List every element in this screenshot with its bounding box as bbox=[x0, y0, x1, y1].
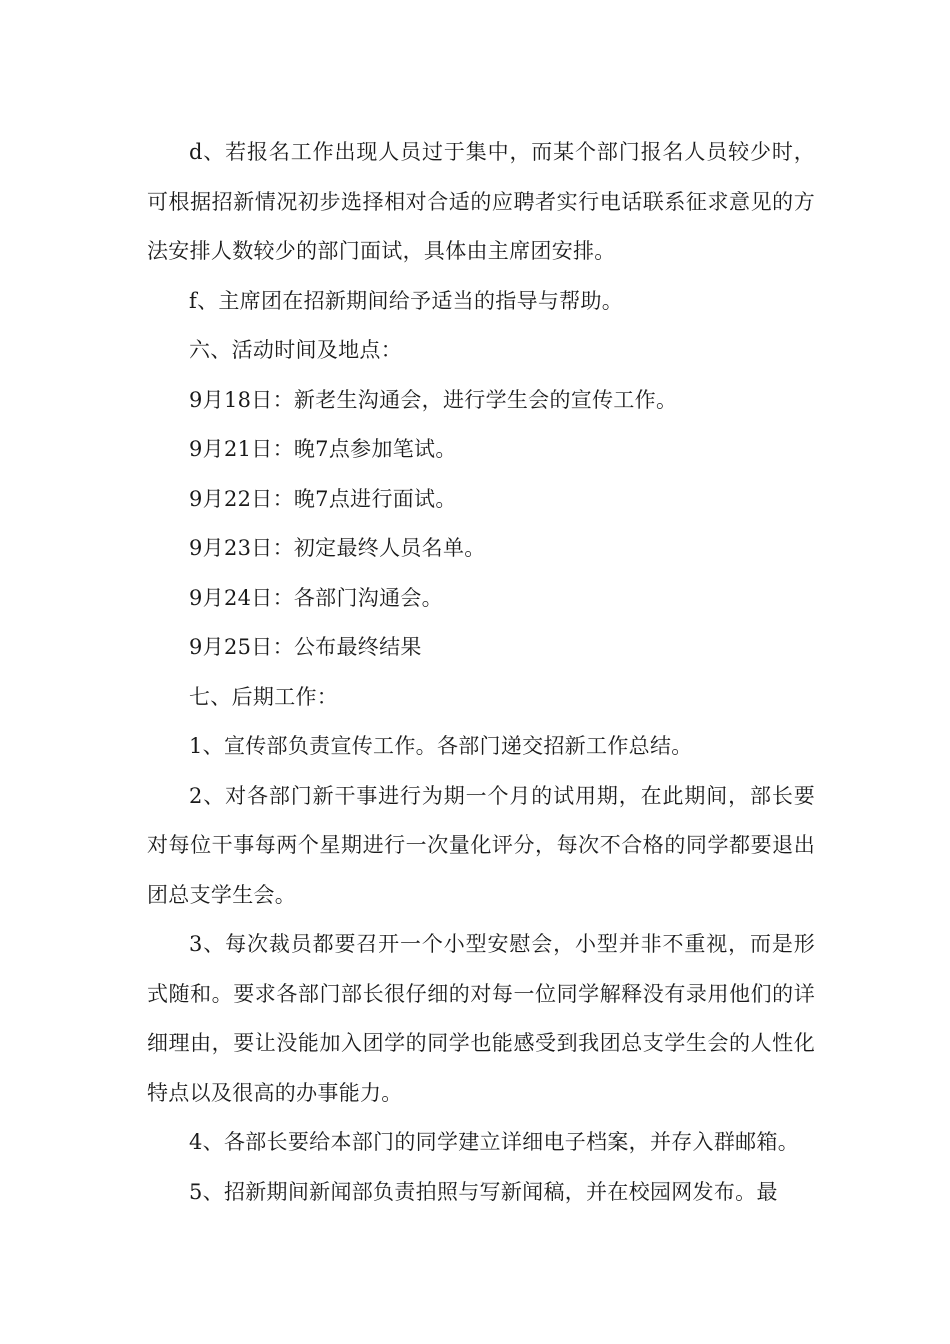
schedule-item: 9月18日：新老生沟通会，进行学生会的宣传工作。 bbox=[189, 387, 678, 412]
schedule-item: 9月22日：晚7点进行面试。 bbox=[189, 486, 457, 511]
schedule-item: 9月24日：各部门沟通会。 bbox=[189, 585, 443, 610]
followup-item: 4、各部长要给本部门的同学建立详细电子档案，并存入群邮箱。 bbox=[189, 1130, 800, 1154]
paragraph-d-registration: d、若报名工作出现人员过于集中，而某个部门报名人员较少时，可根据招新情况初步选择相对合适的应聘者实行电话联系征求意见的方法安排人数较少的部门面试，具体由主席团安排。 bbox=[147, 140, 815, 263]
schedule-item: 9月25日：公布最终结果 bbox=[189, 635, 422, 659]
schedule-item: 9月23日：初定最终人员名单。 bbox=[189, 536, 486, 560]
followup-item: 1、宣传部负责宣传工作。各部门递交招新工作总结。 bbox=[189, 734, 693, 758]
section-heading-followup: 七、后期工作： bbox=[189, 684, 339, 709]
schedule-item: 9月21日：晚7点参加笔试。 bbox=[189, 437, 457, 461]
followup-item: 2、对各部门新干事进行为期一个月的试用期，在此期间，部长要对每位干事每两个星期进行一次量化评分，每次不合格的同学都要退出团总支学生会。 bbox=[147, 783, 815, 907]
followup-item: 3、每次裁员都要召开一个小型安慰会，小型并非不重视，而是形式随和。要求各部门部长很仔细的对每一位同学解释没有录用他们的详细理由，要让没能加入团学的同学也能感受到我团总支学生会的人性化特点以及很高的办事能力。 bbox=[147, 932, 815, 1105]
document-body bbox=[147, 128, 815, 1217]
paragraph-f-presidium: f、主席团在招新期间给予适当的指导与帮助。 bbox=[189, 288, 624, 313]
followup-item: 5、招新期间新闻部负责拍照与写新闻稿，并在校园网发布。最 bbox=[189, 1179, 778, 1204]
section-heading-schedule: 六、活动时间及地点： bbox=[189, 338, 402, 362]
